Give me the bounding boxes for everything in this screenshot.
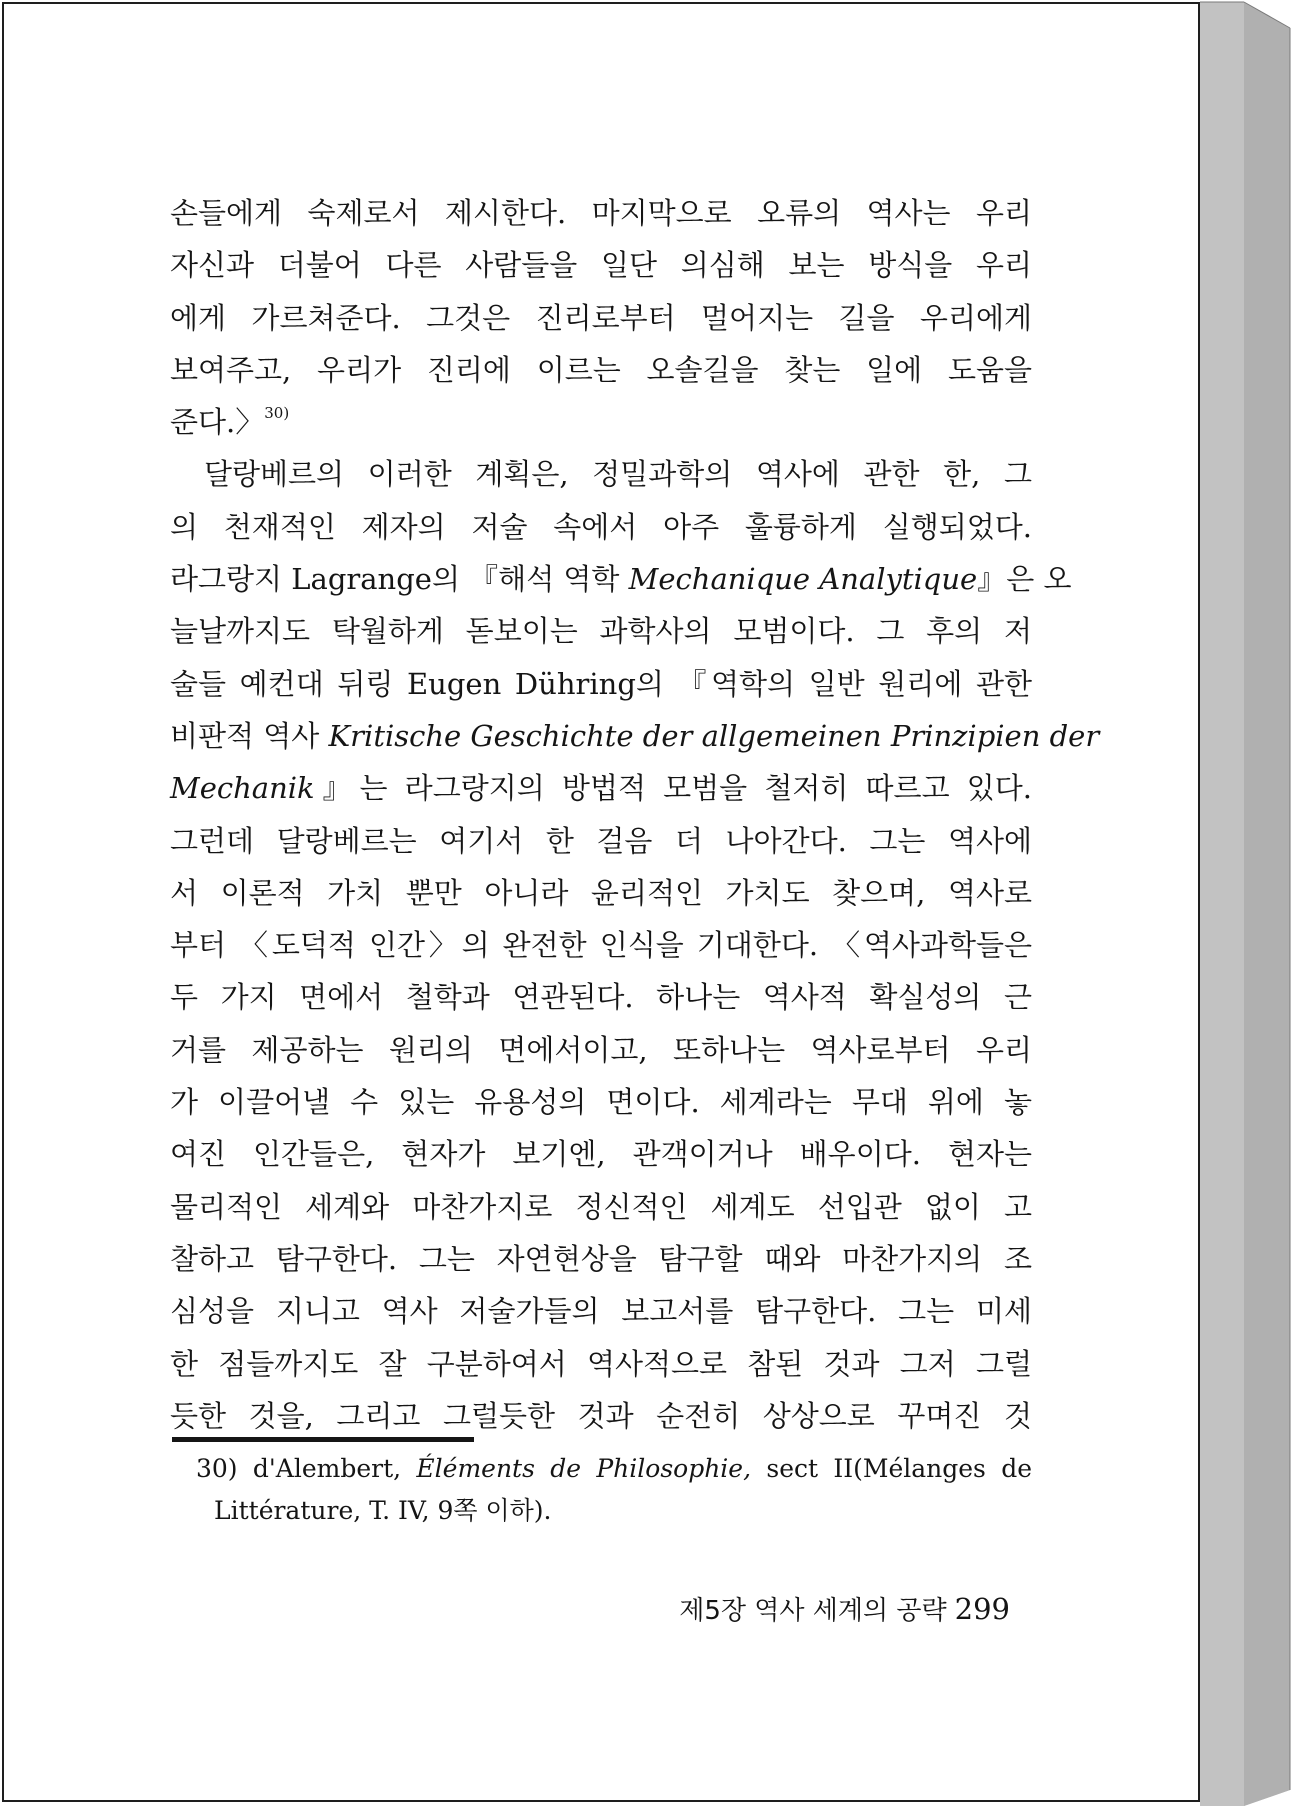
footnote-author: d'Alembert, [252, 1454, 402, 1483]
text-segment: 라그랑지 Lagrange의 『해석 역학 [170, 562, 629, 597]
page-number: 299 [954, 1592, 1010, 1626]
footnote-source: sect II(Mélanges de [766, 1454, 1033, 1483]
text-line: 보여주고, 우리가 진리에 이르는 오솔길을 찾는 일에 도움을 [170, 352, 1032, 387]
quote-end-text: 준다.〉 [170, 405, 265, 440]
text-line: 달랑베르의 이러한 계획은, 정밀과학의 역사에 관한 한, 그 [204, 457, 1032, 492]
footnote-number: 30) [196, 1454, 238, 1483]
text-line: 그런데 달랑베르는 여기서 한 걸음 더 나아간다. 그는 역사에 [170, 823, 1032, 858]
footnote-line [196, 1448, 1032, 1490]
text-line: 부터 〈도덕적 인간〉의 완전한 인식을 기대한다. 〈역사과학들은 [170, 928, 1032, 963]
text-line: 물리적인 세계와 마찬가지로 정신적인 세계도 선입관 없이 고 [170, 1189, 1032, 1224]
text-segment: 비판적 역사 [170, 718, 329, 753]
text-line: 자신과 더불어 다른 사람들을 일단 의심해 보는 방식을 우리 [170, 248, 1032, 283]
text-line [170, 396, 1032, 448]
footnote-title: Éléments de Philosophie, [416, 1454, 752, 1483]
text-line: 술들 예컨대 뒤링 Eugen Dühring의 『역학의 일반 원리에 관한 [170, 666, 1032, 701]
text-line [170, 762, 1032, 814]
text-line: 의 천재적인 제자의 저술 속에서 아주 훌륭하게 실행되었다. [170, 509, 1032, 544]
page-stack-edge [1200, 0, 1314, 1806]
text-line: 가 이끌어낼 수 있는 유용성의 면이다. 세계라는 무대 위에 놓 [170, 1085, 1032, 1120]
text-line: 여진 인간들은, 현자가 보기엔, 관객이거나 배우이다. 현자는 [170, 1137, 1032, 1172]
chapter-title: 제5장 역사 세계의 공략 [679, 1596, 947, 1626]
italic-title: Mechanik [170, 771, 315, 806]
text-line: 듯한 것을, 그리고 그럴듯한 것과 순전히 상상으로 꾸며진 것 [170, 1398, 1032, 1433]
text-segment: 』은 오 [977, 562, 1072, 597]
text-line: 한 점들까지도 잘 구분하여서 역사적으로 참된 것과 그저 그럴 [170, 1346, 1032, 1381]
text-line: 심성을 지니고 역사 저술가들의 보고서를 탐구한다. 그는 미세 [170, 1294, 1032, 1329]
text-segment: 』는 라그랑지의 방법적 모범을 철저히 따르고 있다. [314, 771, 1032, 806]
footnote-divider [172, 1437, 474, 1442]
footnote-reference: 30) [264, 404, 290, 423]
running-footer [660, 1590, 1010, 1627]
italic-title: Mechanique Analytique [628, 562, 978, 597]
text-line [170, 710, 1100, 762]
text-line: 거를 제공하는 원리의 면에서이고, 또하나는 역사로부터 우리 [170, 1032, 1032, 1067]
body-text [170, 187, 1100, 1442]
text-line: 에게 가르쳐준다. 그것은 진리로부터 멀어지는 길을 우리에게 [170, 300, 1032, 335]
text-line: 두 가지 면에서 철학과 연관된다. 하나는 역사적 확실성의 근 [170, 980, 1032, 1015]
text-line: 손들에게 숙제로서 제시한다. 마지막으로 오류의 역사는 우리 [170, 196, 1032, 230]
text-line: 늘날까지도 탁월하게 돋보이는 과학사의 모범이다. 그 후의 저 [170, 614, 1032, 649]
footnote-line: Littérature, T. IV, 9쪽 이하). [214, 1496, 552, 1525]
text-line [170, 553, 1072, 605]
text-line: 찰하고 탐구한다. 그는 자연현상을 탐구할 때와 마찬가지의 조 [170, 1241, 1032, 1276]
italic-title: Kritische Geschichte der allgemeinen Prinzipien der [328, 718, 1100, 753]
text-line: 서 이론적 가치 뿐만 아니라 윤리적인 가치도 찾으며, 역사로 [170, 875, 1032, 910]
footnote [196, 1448, 1032, 1532]
